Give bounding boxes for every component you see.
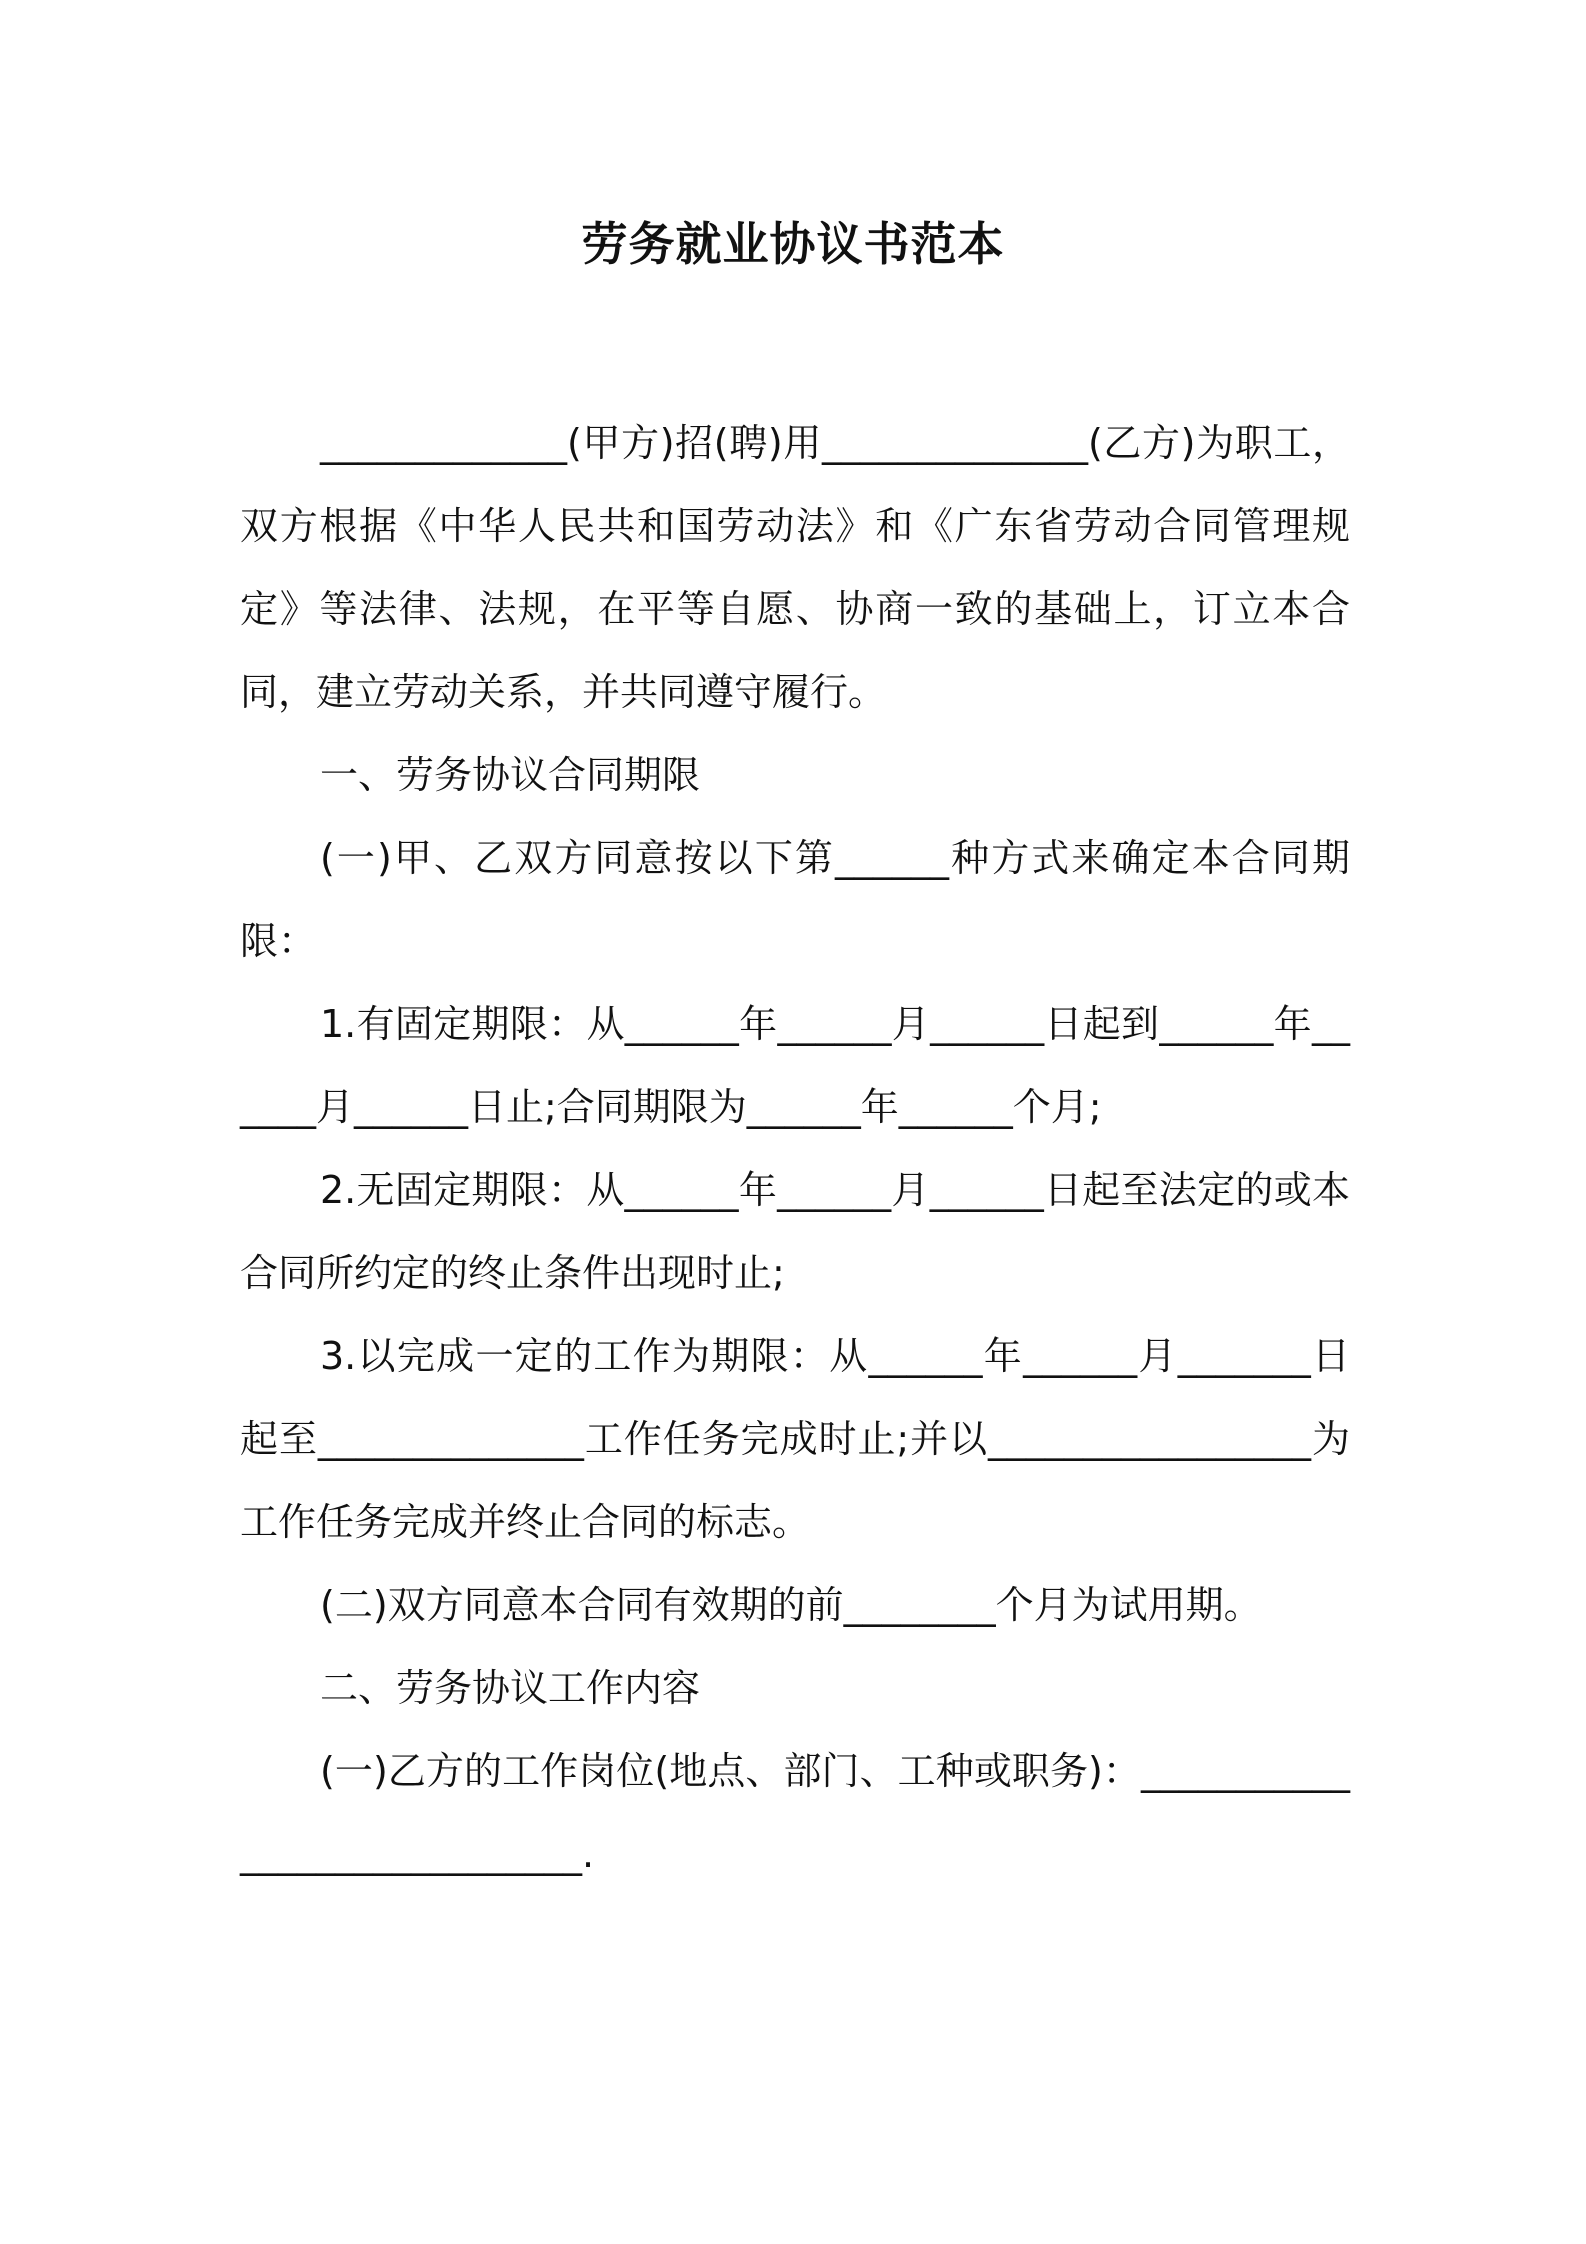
work-position-paragraph: (一)乙方的工作岗位(地点、部门、工种或职务)：_____________________________.	[240, 1749, 1350, 1876]
probation-paragraph: (二)双方同意本合同有效期的前________个月为试用期。	[320, 1583, 1262, 1627]
task-term-paragraph: 3.以完成一定的工作为期限：从______年______月_______日起至______________工作任务完成时止;并以_________________为工作任务完成并终止合同的标志。	[240, 1334, 1350, 1544]
fixed-term-paragraph: 1.有固定期限：从______年______月______日起到______年______月______日止;合同期限为______年______个月;	[240, 1002, 1350, 1129]
section-heading-term: 一、劳务协议合同期限	[320, 753, 701, 797]
section-heading-work: 二、劳务协议工作内容	[320, 1666, 701, 1710]
open-term-paragraph: 2.无固定期限：从______年______月______日起至法定的或本合同所约定的终止条件出现时止;	[240, 1168, 1350, 1295]
document-body	[240, 402, 1350, 1896]
term-method-paragraph: (一)甲、乙双方同意按以下第______种方式来确定本合同期限：	[240, 836, 1350, 963]
document-title: 劳务就业协议书范本	[581, 217, 1005, 271]
intro-paragraph: _____________(甲方)招(聘)用______________(乙方)为职工，双方根据《中华人民共和国劳动法》和《广东省劳动合同管理规定》等法律、法规，在平等自愿、协商一致的基础上，订立本合同，建立劳动关系，并共同遵守履行。	[240, 421, 1350, 714]
